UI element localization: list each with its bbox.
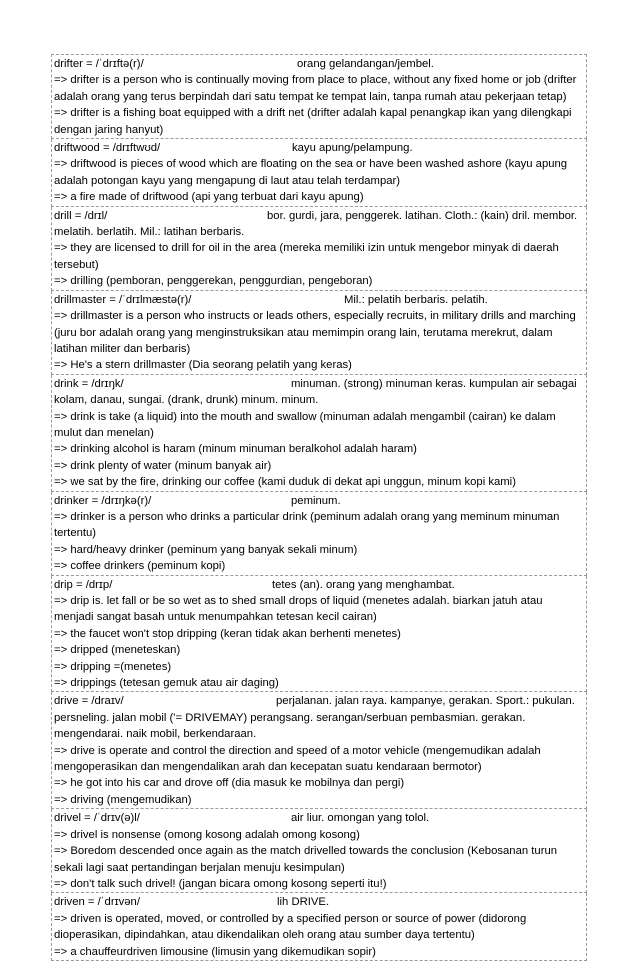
dictionary-entry (51, 492, 587, 576)
entry-gloss: bor. gurdi, jara, penggerek. latihan. Cloth.: (kain) dril. membor. melatih. berlatih. Mil.: latihan berbaris. (54, 209, 578, 239)
entry-headword: driven = /ˈdrɪvən/ (54, 896, 140, 909)
entry-example-line: => coffee drinkers (peminum kopi) (54, 560, 226, 573)
entry-gloss: kayu apung/pelampung. (292, 142, 413, 155)
entry-example-line: => drip is. let fall or be so wet as to shed small drops of liquid (menetes adalah. biarkan jatuh atau menjadi sangat basah untuk menumpahkan tetesan kecil cairan) (54, 595, 543, 624)
entry-example-line: => drive is operate and control the direction and speed of a motor vehicle (mengemudikan adalah mengoperasikan dan mengendalikan arah dan kecepatan suatu kendaraan bermotor) (54, 744, 541, 774)
entry-headword: drinker = /drɪŋkə(r)/ (54, 494, 152, 507)
entry-headword: drip = /drɪp/ (54, 578, 113, 591)
entry-example-line: => drillmaster is a person who instructs or leads others, especially recruits, in military drills and marching (juru bor adalah orang yang menginstruksikan atau memimpin orang lain, terutama merekrut, dalam latihan militer dan berbaris) (54, 310, 576, 355)
entry-gloss: peminum. (291, 494, 341, 507)
entry-example-line: => He's a stern drillmaster (Dia seorang pelatih yang keras) (54, 359, 352, 372)
entry-example-line: => the faucet won't stop dripping (keran tidak akan berhenti menetes) (54, 627, 401, 640)
entry-example-line: => dripping =(menetes) (54, 660, 172, 673)
entry-header (54, 376, 584, 409)
entry-example-line: => drink plenty of water (minum banyak air) (54, 459, 272, 472)
entry-header (54, 140, 584, 156)
entry-headword: driftwood = /drɪftwʊd/ (54, 142, 161, 155)
entry-headword: drill = /drɪl/ (54, 209, 108, 222)
dictionary-entry (51, 893, 587, 961)
entry-example-line: => Boredom descended once again as the match drivelled towards the conclusion (Kebosanan turun sekali lagi saat pertandingan berjalan menuju kesimpulan) (54, 845, 558, 874)
entry-gloss: minuman. (strong) minuman keras. kumpulan air sebagai kolam, danau, sungai. (drank, drunk) minum. minum. (54, 377, 577, 407)
entry-gloss: Mil.: pelatih berbaris. pelatih. (344, 293, 488, 306)
entry-header (54, 208, 584, 241)
entry-gloss: lih DRIVE. (277, 896, 330, 909)
entry-example-line: => drinking alcohol is haram (minum minuman beralkohol adalah haram) (54, 443, 417, 456)
dictionary-entry (51, 375, 587, 492)
entry-headword: drifter = /ˈdrɪftə(r)/ (54, 58, 144, 70)
dictionary-entry (51, 207, 587, 291)
entry-example-line: => drifter is a person who is continually moving from place to place, without any fixed home or job (drifter adalah orang yang terus berpindah dari satu tempat ke tempat lain, tanpa rumah atau pekerjaan tetap) (54, 74, 577, 103)
entry-example-line: => he got into his car and drove off (dia masuk ke mobilnya dan pergi) (54, 777, 405, 790)
entry-gloss: air liur. omongan yang tolol. (291, 812, 430, 825)
entry-headword: drillmaster = /ˈdrɪlmæstə(r)/ (54, 293, 192, 306)
entry-example-line: => drifter is a fishing boat equipped with a drift net (drifter adalah kapal penangkap ikan yang dilengkapi dengan jaring hanyut) (54, 107, 572, 136)
entry-example-line: => drilling (pemboran, penggerekan, penggurdian, pengeboran) (54, 275, 373, 288)
entry-headword: drink = /drɪŋk/ (54, 377, 124, 390)
entry-example-line: => don't talk such drivel! (jangan bicara omong kosong seperti itu!) (54, 877, 387, 890)
entry-example-line: => they are licensed to drill for oil in the area (mereka memiliki izin untuk mengebor minyak di daerah tersebut) (54, 242, 559, 271)
dictionary-entry (51, 692, 587, 809)
dictionary-entry (51, 291, 587, 375)
entry-example-line: => driving (mengemudikan) (54, 793, 192, 806)
dictionary-page (51, 54, 587, 961)
entry-example-line: => drippings (tetesan gemuk atau air daging) (54, 677, 279, 690)
entry-header (54, 56, 584, 72)
entry-header (54, 493, 584, 509)
entry-header (54, 292, 584, 308)
entry-header (54, 577, 584, 593)
entry-example-line: => driftwood is pieces of wood which are floating on the sea or have been washed ashore (kayu apung adalah potongan kayu yang mengapung di laut atau telah terdampar) (54, 158, 568, 187)
entry-gloss: perjalanan. jalan raya. kampanye, gerakan. Sport.: pukulan. persneling. jalan mobil ('= DRIVEMAY) perangsang. serangan/serbuan pembasmian. gerakan. mengendarai. naik mobil, berkendaraan. (54, 695, 575, 741)
dictionary-entry (51, 54, 587, 139)
dictionary-entry (51, 576, 587, 693)
entry-example-line: => hard/heavy drinker (peminum yang banyak sekali minum) (54, 543, 358, 556)
dictionary-entry (51, 809, 587, 893)
entry-example-line: => driven is operated, moved, or controlled by a specified person or source of power (didorong dioperasikan, dipindahkan, atau dikendalikan oleh orang atau sumber daya tertentu) (54, 912, 527, 942)
entry-gloss: tetes (an). orang yang menghambat. (272, 578, 455, 591)
entry-header (54, 810, 584, 826)
entry-header (54, 693, 584, 742)
entry-example-line: => drink is take (a liquid) into the mouth and swallow (minuman adalah mengambil (cairan) ke dalam mulut dan menelan) (54, 410, 556, 439)
entry-example-line: => drivel is nonsense (omong kosong adalah omong kosong) (54, 828, 360, 841)
entry-example-line: => drinker is a person who drinks a particular drink (peminum adalah orang yang meminum minuman tertentu) (54, 510, 560, 540)
entry-example-line: => we sat by the fire, drinking our coffee (kami duduk di dekat api unggun, minum kopi kami) (54, 476, 516, 489)
entry-headword: drive = /draɪv/ (54, 695, 124, 708)
dictionary-entry (51, 139, 587, 207)
entry-example-line: => a chauffeurdriven limousine (limusin yang dikemudikan sopir) (54, 945, 376, 958)
entry-gloss: orang gelandangan/jembel. (297, 58, 434, 70)
entry-headword: drivel = /ˈdrɪv(ə)l/ (54, 812, 140, 825)
entry-example-line: => dripped (meneteskan) (54, 644, 181, 657)
entry-example-line: => a fire made of driftwood (api yang terbuat dari kayu apung) (54, 191, 364, 204)
